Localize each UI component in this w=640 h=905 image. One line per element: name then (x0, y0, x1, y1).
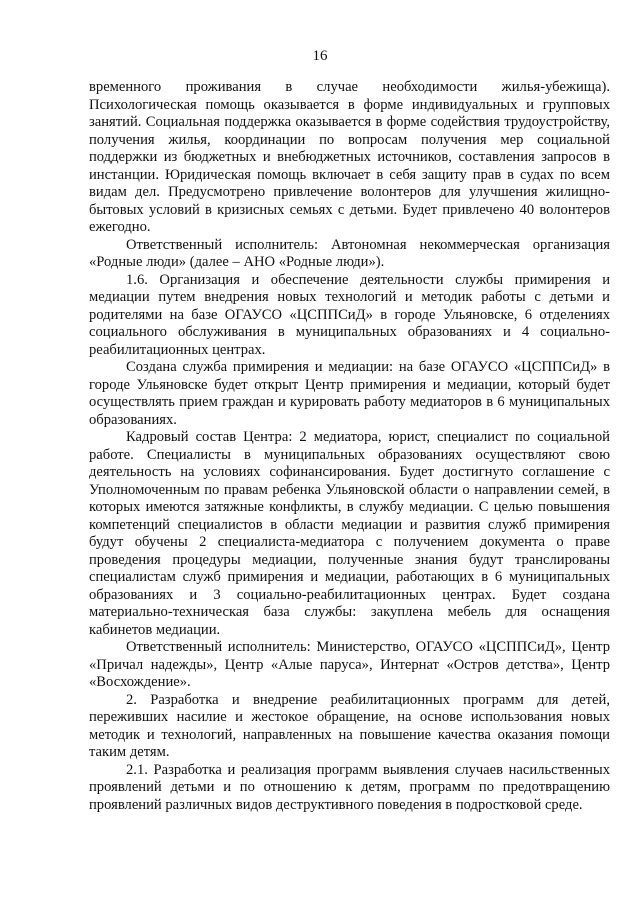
page-number: 16 (312, 48, 328, 64)
paragraph-continuation: временного проживания в случае необходимости жилья-убежища). Психологическая помощь оказывается в форме индивидуальных и групповых занятий. Социальная поддержка оказывается в форме содействия трудоустройству, получения жилья, координации по вопросам получения мер социальной поддержки из бюджетных и внебюджетных источников, составления запросов в инстанции. Юридическая помощь включает в себя защиту прав в судах по всем видам дел. Предусмотрено привлечение волонтеров для улучшения жилищно-бытовых условий в кризисных семьях с детьми. Будет привлечено 40 волонтеров ежегодно. (89, 79, 610, 235)
paragraph-item-2-1: 2.1. Разработка и реализация программ выявления случаев насильственных проявлений детьми и по отношению к детям, программ по предотвращению проявлений различных видов деструктивного поведения в подростковой среде. (89, 761, 610, 813)
paragraph-staffing: Кадровый состав Центра: 2 медиатора, юрист, специалист по социальной работе. Специалисты в муниципальных образованиях осуществляют свою деятельность на условиях софинансирования. Будет достигнуто соглашение с Уполномоченным по правам ребенка Ульяновской области о направлении семей, в которых имеются затяжные конфликты, в службу медиации. С целью повышения компетенций специалистов в области медиации и развития служб примирения будут обучены 2 специалиста-медиатора с получением документа о праве проведения процедуры медиации, полученные знания будут транслированы специалистам служб примирения и медиации, работающих в 6 муниципальных образованиях и 3 социально-реабилитационных центрах. Будет создана материально-техническая база службы: закуплена мебель для оснащения кабинетов медиации. (89, 429, 610, 638)
paragraph-executor-ano: Ответственный исполнитель: Автономная некоммерческая организация «Родные люди» (далее – АНО «Родные люди»). (89, 236, 610, 270)
document-body (89, 79, 610, 814)
paragraph-item-2: 2. Разработка и внедрение реабилитационных программ для детей, переживших насилие и жестокое обращение, на основе использования новых методик и технологий, направленных на повышение качества оказания помощи таким детям. (89, 691, 610, 760)
paragraph-item-1-6: 1.6. Организация и обеспечение деятельности службы примирения и медиации путем внедрения новых технологий и методик работы с детьми и родителями на базе ОГАУСО «ЦСППСиД» в городе Ульяновске, 6 отделениях социального обслуживания в муниципальных образованиях и 4 социально-реабилитационных центрах. (89, 271, 610, 358)
paragraph-mediation-service: Создана служба примирения и медиации: на базе ОГАУСО «ЦСППСиД» в городе Ульяновске будет открыт Центр примирения и медиации, который будет осуществлять прием граждан и курировать работу медиаторов в 6 муниципальных образованиях. (89, 359, 610, 428)
paragraph-executor-ministry: Ответственный исполнитель: Министерство, ОГАУСО «ЦСППСиД», Центр «Причал надежды», Центр «Алые паруса», Интернат «Остров детства», Центр «Восхождение». (89, 639, 610, 690)
